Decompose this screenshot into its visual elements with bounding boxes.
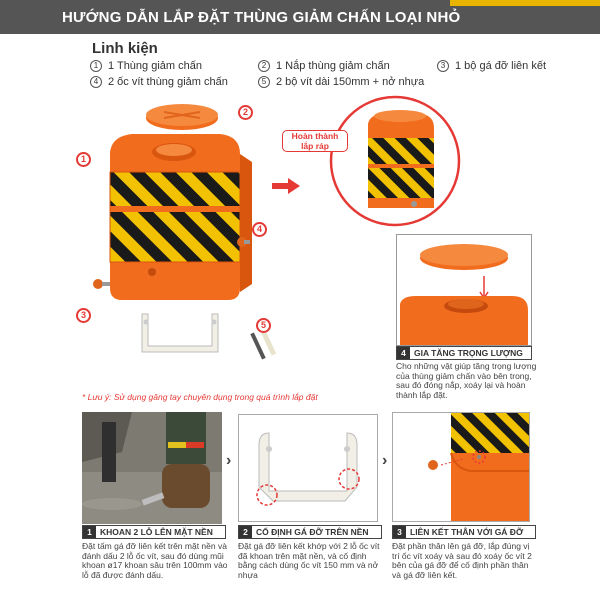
step2-title: CỐ ĐỊNH GÁ ĐỠ TRÊN NỀN bbox=[256, 527, 369, 537]
arrow-right-icon bbox=[272, 178, 300, 194]
step1-title-box bbox=[82, 525, 226, 539]
step4-illustration bbox=[396, 234, 532, 346]
long-bolts-illustration bbox=[250, 330, 276, 360]
completed-badge: Hoàn thành lắp ráp bbox=[282, 130, 348, 152]
part-item-3 bbox=[437, 60, 546, 72]
step1-title: KHOAN 2 LỖ LÊN MẶT NỀN bbox=[100, 527, 213, 537]
part-number: 1 bbox=[90, 60, 102, 72]
bolt-left-illustration bbox=[93, 279, 110, 289]
step2-bracket-illustration bbox=[239, 415, 377, 521]
bracket-illustration bbox=[142, 314, 218, 352]
callout-2: 2 bbox=[238, 105, 253, 120]
step2-number: 2 bbox=[239, 526, 252, 538]
step3-panel bbox=[392, 412, 530, 522]
parts-heading: Linh kiện bbox=[92, 40, 158, 57]
step3-title-box bbox=[392, 525, 536, 539]
callout-4: 4 bbox=[252, 222, 267, 237]
step4-number: 4 bbox=[397, 347, 410, 359]
safety-note: * Lưu ý: Sử dụng găng tay chuyên dụng trong quá trình lắp đặt bbox=[82, 392, 318, 402]
part-item-5 bbox=[258, 76, 424, 88]
step3-description: Đặt phần thân lên gá đỡ, lắp đúng vị trí ốc vít xoáy và sau đó xoáy ốc vít 2 bên của gá đỡ để cố định phần thân và gá đỡ liên kết. bbox=[392, 541, 532, 580]
step3-title: LIÊN KẾT THÂN VỚI GÁ ĐỠ bbox=[410, 527, 524, 537]
part-label: 1 bộ gá đỡ liên kết bbox=[455, 60, 546, 72]
step1-photo bbox=[82, 412, 222, 524]
part-number: 2 bbox=[258, 60, 270, 72]
step3-number: 3 bbox=[393, 526, 406, 538]
page-title: HƯỚNG DẪN LẮP ĐẶT THÙNG GIẢM CHẤN LOẠI NHỎ bbox=[62, 9, 461, 26]
part-number: 5 bbox=[258, 76, 270, 88]
lid-illustration bbox=[146, 104, 218, 130]
step1-description: Đặt tấm gá đỡ liên kết trên mặt nền và đánh dấu 2 lỗ ốc vít, sau đó dùng mũi khoan ø17 khoan sâu trên 100mm vào lỗ đã được đánh dấu. bbox=[82, 541, 228, 580]
exploded-parts-illustration bbox=[80, 92, 280, 362]
step3-illustration bbox=[393, 413, 529, 521]
part-label: 1 Thùng giảm chấn bbox=[108, 60, 202, 72]
step4-description: Cho những vật giúp tăng trọng lượng của thùng giảm chấn vào bên trong, sau đó đóng nắp, xoáy lại và hoàn thành lắp đặt. bbox=[396, 361, 537, 400]
chevron-right-icon: › bbox=[382, 452, 388, 469]
step4-title-box bbox=[396, 346, 532, 360]
part-item-4 bbox=[90, 76, 228, 88]
part-label: 2 bộ vít dài 150mm + nở nhựa bbox=[276, 76, 425, 88]
step2-panel bbox=[238, 414, 378, 522]
step1-number: 1 bbox=[83, 526, 96, 538]
step2-title-box bbox=[238, 525, 382, 539]
step4-title: GIA TĂNG TRỌNG LƯỢNG bbox=[414, 348, 523, 358]
callout-3: 3 bbox=[76, 308, 91, 323]
header-bar bbox=[0, 0, 600, 34]
part-item-1 bbox=[90, 60, 202, 72]
part-number: 4 bbox=[90, 76, 102, 88]
callout-1: 1 bbox=[76, 152, 91, 167]
completed-assembly-illustration bbox=[328, 94, 462, 228]
callout-5: 5 bbox=[256, 318, 271, 333]
part-label: 2 ốc vít thùng giảm chấn bbox=[108, 76, 228, 88]
part-item-2 bbox=[258, 60, 390, 72]
barrel-illustration bbox=[110, 134, 252, 300]
part-number: 3 bbox=[437, 60, 449, 72]
part-label: 1 Nắp thùng giảm chấn bbox=[276, 60, 390, 72]
step2-description: Đặt gá đỡ liên kết khớp với 2 lỗ ốc vít đã khoan trên mặt nền, và cố định bằng cách dùng ốc vít 150 mm và nở nhựa bbox=[238, 541, 380, 580]
header-accent-stripe bbox=[450, 0, 600, 6]
chevron-right-icon: › bbox=[226, 452, 232, 469]
